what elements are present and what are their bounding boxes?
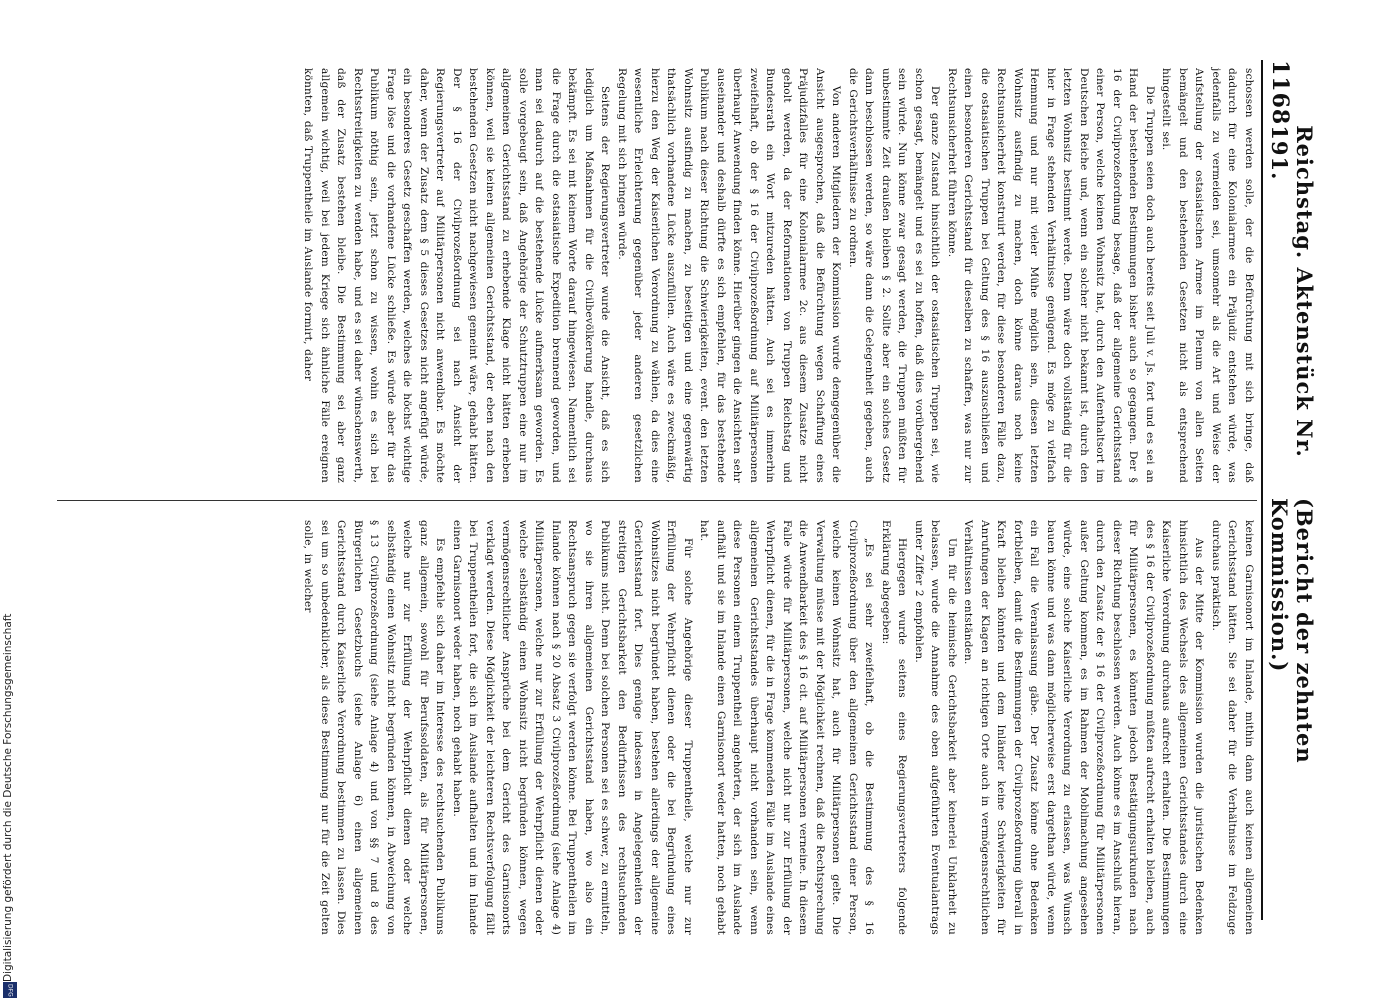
paragraph: schossen werden solle, der die Befürchtung mit sich bringe, daß dadurch für eine Kolonialarmee ein Präjudiz entstehen würde, was jedenfalls zu vermeiden sei, umsomehr als die Art und Weise der Aufstellung der ostasiatischen Armee im Plenum von allen Seiten bemängelt und den bestehenden Gesetzen nicht als entsprechend hingestellt sei.	[1160, 68, 1255, 483]
dfg-logo-icon: DFG	[3, 982, 17, 998]
left-column	[300, 68, 1257, 483]
paragraph: Die Truppen seien doch auch bereits seit Juli v. Js. fort und es sei an Hand der bestehenden Bestimmungen bisher auch so gegangen. Der § 16 der Civilprozeßordnung besage, daß der allgemeine Gerichtsstand einer Person, welche keinen Wohnsitz hat, durch den Aufenthaltsort im Deutschen Reiche und, wenn ein solcher nicht bekannt ist, durch den letzten Wohnsitz bestimmt werde. Denn wäre doch vollständig für die hier in Frage stehenden Verhältnisse genügend. Es möge zu vielfach Hemmung und nur mit vieler Mühe möglich sein, diesen letzten Wohnsitz ausfindig zu machen, doch könne daraus noch keine Rechtsunsicherheit konstruirt werden, für diese besonderen Fälle dazu, die ostasiatischen Truppen bei Geltung des § 16 auszuschließen und einen besonderen Gerichtsstand für dieselben zu schaffen, was nur zur Rechtsunsicherheit führen könne.	[946, 68, 1156, 483]
paragraph: Für solche Angehörige dieser Truppentheile, welche nur zur Erfüllung der Wehrpflicht dienen oder die bei Begründung eines Wohnsitzes nicht begründet haben, bestehen allerdings der allgemeine Gerichtsstand fort. Dies genüge indessen in Angelegenheiten der streitigen Gerichtsbarkeit den Bedürfnissen des rechtsuchenden Publikums nicht. Denn bei solchen Personen sei es schwer, zu ermitteln, wo sie ihren allgemeinen Gerichtsstand haben, wo also ein Rechtsanspruch gegen sie verfolgt werden könne. Bei Truppentheilen im Inlande können nach § 20 Absatz 3 Civilprozeßordnung (siehe Anlage 4) Militärpersonen, welche nur zur Erfüllung der Wehrpflicht dienen oder welche selbständig einen Wohnsitz nicht begründen können, wegen vermögensrechtlicher Ansprüche bei dem Gericht des Garnisonorts verklagt werden. Diese Möglichkeit der leichteren Rechtsverfolgung fällt bei Truppentheilen fort, die sich im Auslande aufhalten und im Inlande einen Garnisonort weder haben, noch gehabt haben.	[451, 520, 694, 935]
page-subtitle: (Bericht der zehnten Kommission.)	[1267, 497, 1317, 764]
header-rule	[1261, 60, 1263, 920]
paragraph: Aus der Mitte der Kommission wurden die juristischen Bedenken hinsichtlich des Wechsels des allgemeinen Gerichtsstandes durch eine Kaiserliche Verordnung durchaus aufrecht erhalten. Die Bestimmungen des § 16 der Civilprozeßordnung müßten aufrecht erhalten bleiben, auch für Militärpersonen, es könnten jedoch Bestätigungsurkunden nach dieser Richtung beschlossen werden. Auch könne es im Anschluß hieran, durch den Zusatz der § 16 der Civilprozeßordnung für Militärpersonen außer Geltung kommen, es im Rahmen der Mobilmachung angesehen würde, eine solche Kaiserliche Verordnung zu erlassen, was Wunsch bauen könne und was dann möglicherweise erst dargethan würde, wenn ein Fall die Veranlassung gäbe. Der Zusatz könne ohne Bedenken fortbleiben, damit die Bestimmungen der Civilprozeßordnung überall in Kraft bleiben könnten und dem Inländer keine Schwierigkeiten für Anrufungen der Klagen an richtigen Orte auch in vermögensrechtlichen Verhältnissen entständen.	[962, 520, 1206, 935]
paragraph: Es empfehle sich daher im Interesse des rechtsuchenden Publikums ganz allgemein, sowohl für Berufssoldaten, als für Militärpersonen, welche nur zur Erfüllung der Wehrpflicht dienen oder welche selbständig einen Wohnsitz nicht begründen können, in Abweichung von § 13 Civilprozeßordnung (siehe Anlage 4) und von §§ 7 und 8 des Bürgerlichen Gesetzbuchs (siehe Anlage 6) einen allgemeinen Gerichtsstand durch Kaiserliche Verordnung bestimmen zu lassen. Dies sei um so unbedenklicher, als diese Bestimmung nur für die Zeit gelten solle, in welcher	[302, 520, 447, 935]
page-title: Reichstag. Aktenstück Nr. 191.	[1267, 125, 1317, 458]
paragraph: keinen Garnisonort im Inlande, mithin dann auch keinen allgemeinen Gerichtsstand hätten. Sie sei daher für die Verhältnisse im Feldzuge durchaus praktisch.	[1210, 520, 1255, 935]
right-column	[300, 520, 1257, 935]
paragraph: Um für die heimische Gerichtsbarkeit aber keinerlei Unklarheit zu belassen, wurde die Annahme des oben aufgeführten Eventualantrags unter Ziffer 2 empfohlen.	[913, 520, 958, 935]
paragraph: Seitens der Regierungsvertreter wurde die Ansicht, daß es sich lediglich um Maßnahmen für die Civilbevölkerung handle, durchaus bekämpft. Es sei mit keinem Worte darauf hingewiesen. Namentlich sei die Frage durch die ostasiatische Expedition brennend geworden, und man sei dadurch auf die bestehende Lücke aufmerksam geworden. Es solle vorgebeugt sein, daß Angehörige der Schutztruppen eine nur im allgemeinen Gerichtsstand zu erhebende Klage nicht hätten erheben können, weil sie keinen allgemeinen Gerichtsstand, der eben nach den bestehenden Gesetzen nicht nachgewiesen gemeint wäre, gehabt hätten. Der § 16 der Civilprozeßordnung sei nach Ansicht der Regierungsvertreter auf Militärpersonen nicht anwendbar. Es möchte daher, wenn der Zusatz dem § 5 dieses Gesetzes nicht angefügt würde, ein besonderes Gesetz geschaffen werden, welches die höchst wichtige Frage löse und die vorhandene Lücke schließe. Es würde aber für das Publikum nöthig sein, jetzt schon zu wissen, wohin es sich bei Rechtsstreitigkeiten zu wenden habe, und es sei daher wünschenswerth, daß der Zusatz bestehen bleibe. Die Bestimmung sei aber ganz allgemein wichtig, weil bei jedem Kriege sich ähnliche Fälle ereignen könnten, daß Truppentheile im Auslande formirt, daher	[302, 68, 612, 483]
page-number: 1168	[1267, 60, 1293, 126]
digitization-stamp	[0, 0, 20, 1000]
column-divider	[57, 500, 1257, 501]
paragraph: Hiergegen wurde seitens eines Regierungsvertreters folgende Erklärung abgegeben:	[880, 520, 909, 935]
paragraph: Der ganze Zustand hinsichtlich der ostasiatischen Truppen sei, wie schon gesagt, bemängelt und es sei zu hoffen, daß dies vorübergehend sein würde. Nun könne zwar gesagt werden, die Truppen müßten für unbestimmte Zeit draußen bleiben § 2. Sollte aber ein solches Gesetz dann beschlossen werden, so wäre dann die Gelegenheit gegeben, auch die Gerichtsverhältnisse zu ordnen.	[847, 68, 942, 483]
paragraph: „Es sei sehr zweifelhaft, ob die Bestimmung des § 16 Civilprozeßordnung über den allgemeinen Gerichtsstand einer Person, welche keinen Wohnsitz hat, auch für Militärpersonen gelte. Die Verwaltung müsse mit der Möglichkeit rechnen, daß die Rechtsprechung die Anwendbarkeit des § 16 cit. auf Militärpersonen verneine. In diesem Falle würde für Militärpersonen, welche nicht nur zur Erfüllung der Wehrpflicht dienen, für die in Frage kommenden Fälle im Auslande eines allgemeinen Gerichtsstandes überhaupt nicht vorhanden sein, wenn diese Personen einem Truppentheil angehörten, der sich im Auslande aufhält und sie im Inlande einen Garnisonort weder hatten, noch gehabt hat.	[698, 520, 876, 935]
page-header	[1267, 60, 1317, 920]
digitization-credit: Digitalisierung gefördert durch die Deutsche Forschungsgemeinschaft	[2, 613, 14, 982]
paragraph: Von anderen Mitgliedern der Kommission wurde demgegenüber die Ansicht ausgesprochen, daß die Befürchtung wegen Schaffung eines Präjudizfalles für eine Kolonialarmee 2c. aus diesem Zusatze nicht geholt werden, da der Reformationen von Truppen Reichstag und Bundesrath ein Wort mitzureden hätten. Auch sei es immerhin zweifelhaft, ob der § 16 der Civilprozeßordnung auf Militärpersonen überhaupt Anwendung finden könne. Hierüber gingen die Ansichten sehr auseinander und deshalb dürfte es sich empfehlen, für das bestehende Publikum nach dieser Richtung die Schwierigkeiten, event. den letzten Wohnsitz ausfindig zu machen, zu beseitigen und eine gegenwärtig thatsächlich vorhandene Lücke auszufüllen. Auch wäre es zweckmäßig, hierzu den Weg der Kaiserlichen Verordnung zu wählen, da dies eine wesentliche Erleichterung gegenüber jeder anderen gesetzlichen Regelung mit sich bringen würde.	[616, 68, 843, 483]
